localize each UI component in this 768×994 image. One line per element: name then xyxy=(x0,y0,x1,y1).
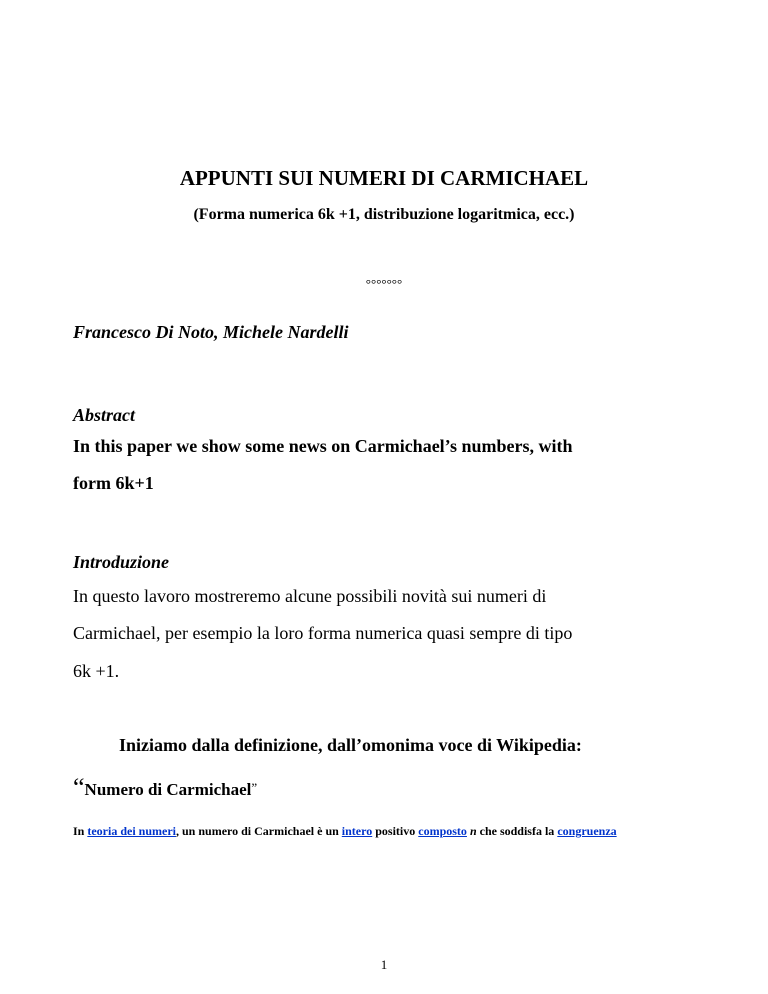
wiki-text: positivo xyxy=(372,824,419,838)
abstract-heading: Abstract xyxy=(73,405,136,425)
introduction-line-3: 6k +1. xyxy=(73,661,120,681)
introduction-line-2: Carmichael, per esempio la loro forma numerica quasi sempre di tipo xyxy=(73,623,573,643)
introduction-line-1: In questo lavoro mostreremo alcune possibili novità sui numeri di xyxy=(73,586,547,606)
wiki-text: , un numero di Carmichael è un xyxy=(176,824,342,838)
close-quote: ” xyxy=(251,780,258,795)
wiki-text: che soddisfa la xyxy=(476,824,558,838)
wiki-text: In xyxy=(73,824,88,838)
abstract-line-1: In this paper we show some news on Carmichael’s numbers, with xyxy=(73,436,573,456)
page-number: 1 xyxy=(380,957,388,972)
link-congruenza[interactable]: congruenza xyxy=(557,824,617,838)
paper-subtitle: (Forma numerica 6k +1, distribuzione logaritmica, ecc.) xyxy=(193,206,575,223)
entry-title-text: Numero di Carmichael xyxy=(84,780,252,799)
variable-n: n xyxy=(469,824,477,838)
paper-title: APPUNTI SUI NUMERI DI CARMICHAEL xyxy=(179,166,589,190)
separator: °°°°°°° xyxy=(365,276,403,291)
wiki-definition xyxy=(73,824,693,839)
link-teoria-dei-numeri[interactable]: teoria dei numeri xyxy=(87,824,176,838)
authors: Francesco Di Noto, Michele Nardelli xyxy=(73,322,349,342)
lead-in: Iniziamo dalla definizione, dall’omonima voce di Wikipedia: xyxy=(119,735,582,755)
open-quote: “ xyxy=(73,773,85,802)
quoted-entry-title xyxy=(73,773,257,803)
link-intero[interactable]: intero xyxy=(341,824,373,838)
link-composto[interactable]: composto xyxy=(418,824,467,838)
introduction-heading: Introduzione xyxy=(73,552,170,572)
abstract-line-2: form 6k+1 xyxy=(73,473,154,493)
